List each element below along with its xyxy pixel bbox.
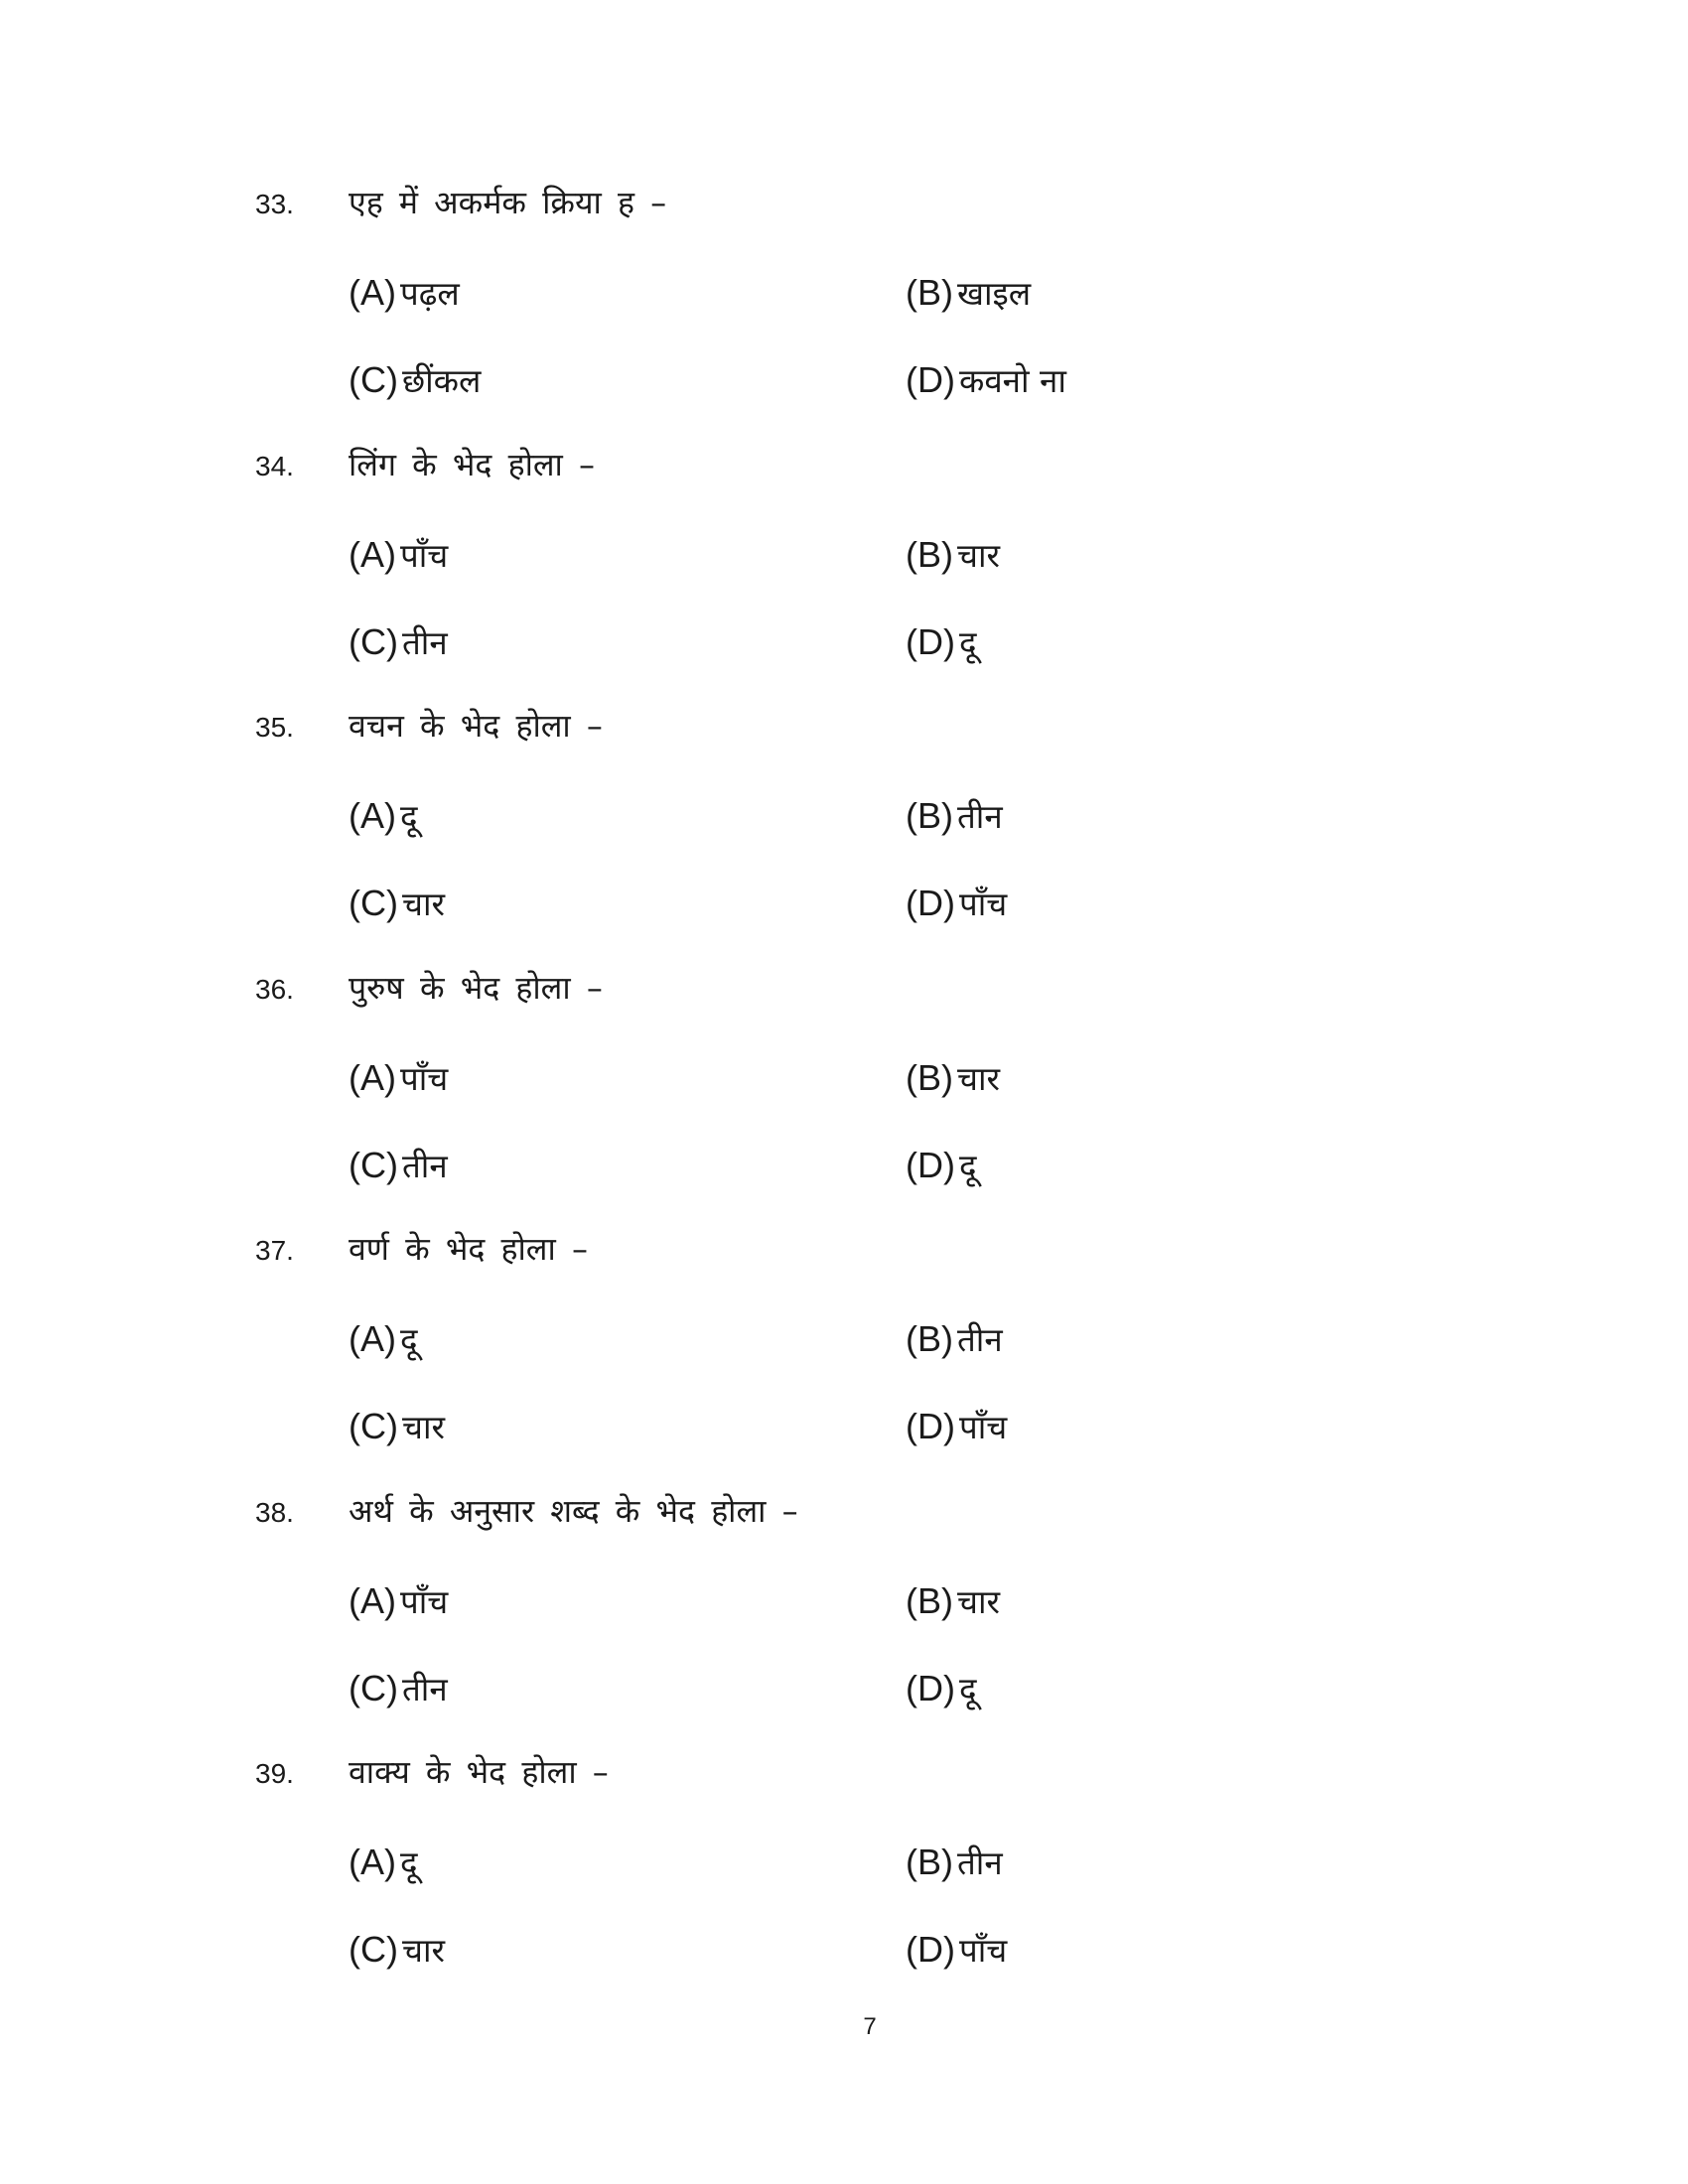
option-text: तीन — [957, 797, 1003, 836]
option-letter: (B) — [906, 272, 953, 313]
option-text: दू — [400, 797, 418, 836]
question-35 — [0, 702, 1688, 964]
option-letter: (D) — [906, 1667, 955, 1708]
question-text: अर्थ के अनुसार शब्द के भेद होला – — [349, 1491, 798, 1530]
option-a — [349, 272, 460, 313]
question-33 — [0, 179, 1688, 441]
question-text: एह में अकर्मक क्रिया ह – — [349, 184, 667, 221]
option-text: कवनो ना — [958, 361, 1066, 400]
option-c — [349, 620, 448, 662]
option-a — [349, 1318, 418, 1359]
question-39 — [0, 1748, 1688, 2010]
option-b — [906, 1844, 1003, 1880]
option-d — [906, 1667, 977, 1708]
option-text: तीन — [401, 1146, 448, 1185]
option-letter: (B) — [906, 1842, 953, 1882]
option-c — [349, 1406, 445, 1446]
option-a — [349, 533, 449, 575]
option-a — [349, 1056, 449, 1098]
option-letter: (D) — [906, 1144, 955, 1185]
option-text: दू — [400, 1843, 418, 1882]
question-38 — [0, 1487, 1688, 1749]
option-c — [349, 1929, 445, 1970]
option-d — [906, 1929, 1008, 1970]
option-text: पाँच — [958, 885, 1008, 923]
option-d — [906, 1144, 977, 1185]
option-b — [906, 795, 1003, 836]
option-letter: (D) — [906, 1406, 955, 1446]
option-letter: (C) — [349, 1144, 398, 1185]
option-text: दू — [958, 1146, 977, 1185]
question-number: 33. — [255, 189, 294, 219]
page-number: 7 — [863, 2013, 877, 2040]
option-letter: (B) — [906, 795, 953, 836]
option-d — [906, 883, 1008, 923]
option-a — [349, 795, 418, 836]
question-text: वर्ण के भेद होला – — [349, 1230, 588, 1268]
option-letter: (A) — [349, 1842, 396, 1882]
option-text: चार — [401, 885, 445, 923]
option-text: चार — [401, 1408, 445, 1446]
option-text: दू — [958, 1669, 977, 1708]
option-letter: (A) — [349, 1056, 396, 1098]
question-37 — [0, 1225, 1688, 1487]
question-text: लिंग के भेद होला – — [349, 445, 596, 483]
option-text: तीन — [401, 1669, 448, 1708]
option-b — [906, 1056, 1000, 1098]
option-text: पढ़ल — [400, 274, 460, 313]
option-letter: (D) — [906, 883, 955, 923]
option-b — [906, 1318, 1003, 1359]
option-text: पाँच — [400, 1581, 449, 1621]
option-text: चार — [957, 1581, 1000, 1621]
option-text: तीन — [401, 622, 448, 662]
option-d — [906, 620, 977, 662]
option-letter: (A) — [349, 272, 396, 313]
option-letter: (D) — [906, 620, 955, 662]
question-number: 34. — [255, 450, 294, 481]
option-text: पाँच — [958, 1408, 1008, 1446]
option-text: दू — [958, 622, 977, 662]
option-text: पाँच — [400, 1058, 449, 1098]
option-letter: (B) — [906, 1318, 953, 1359]
question-number: 38. — [255, 1496, 294, 1528]
option-text: चार — [957, 1058, 1000, 1098]
option-letter: (B) — [906, 1056, 953, 1098]
option-text: चार — [957, 535, 1000, 575]
question-text: पुरुष के भेद होला – — [349, 968, 603, 1007]
option-letter: (A) — [349, 1579, 396, 1621]
option-letter: (C) — [349, 883, 398, 923]
option-letter: (C) — [349, 1929, 398, 1970]
option-letter: (A) — [349, 1318, 396, 1359]
option-text: छींकल — [401, 361, 482, 400]
option-letter: (C) — [349, 359, 398, 400]
option-text: चार — [401, 1931, 445, 1970]
option-c — [349, 1144, 448, 1185]
question-36 — [0, 964, 1688, 1226]
option-letter: (B) — [906, 1579, 953, 1621]
question-text: वाक्य के भेद होला – — [349, 1753, 609, 1791]
option-c — [349, 359, 482, 400]
option-text: खाइल — [957, 274, 1032, 313]
option-b — [906, 1579, 1000, 1621]
option-letter: (C) — [349, 620, 398, 662]
option-text: पाँच — [400, 535, 449, 575]
option-letter: (C) — [349, 1667, 398, 1708]
question-number: 37. — [255, 1235, 294, 1266]
option-letter: (C) — [349, 1406, 398, 1446]
question-34 — [0, 441, 1688, 703]
option-text: पाँच — [958, 1931, 1008, 1970]
option-b — [906, 272, 1032, 313]
option-a — [349, 1579, 449, 1621]
question-list — [0, 179, 1688, 2010]
question-number: 36. — [255, 973, 294, 1005]
option-letter: (D) — [906, 1929, 955, 1970]
question-text: वचन के भेद होला – — [349, 707, 603, 745]
option-c — [349, 1667, 448, 1708]
option-d — [906, 359, 1066, 400]
question-number: 39. — [255, 1758, 294, 1789]
option-b — [906, 533, 1000, 575]
option-d — [906, 1406, 1008, 1446]
option-letter: (D) — [906, 359, 955, 400]
option-c — [349, 883, 445, 923]
question-number: 35. — [255, 712, 294, 743]
option-a — [349, 1844, 418, 1880]
option-letter: (A) — [349, 533, 396, 575]
option-text: तीन — [957, 1843, 1003, 1882]
option-text: तीन — [957, 1320, 1003, 1359]
option-letter: (B) — [906, 533, 953, 575]
option-text: दू — [400, 1320, 418, 1359]
option-letter: (A) — [349, 795, 396, 836]
